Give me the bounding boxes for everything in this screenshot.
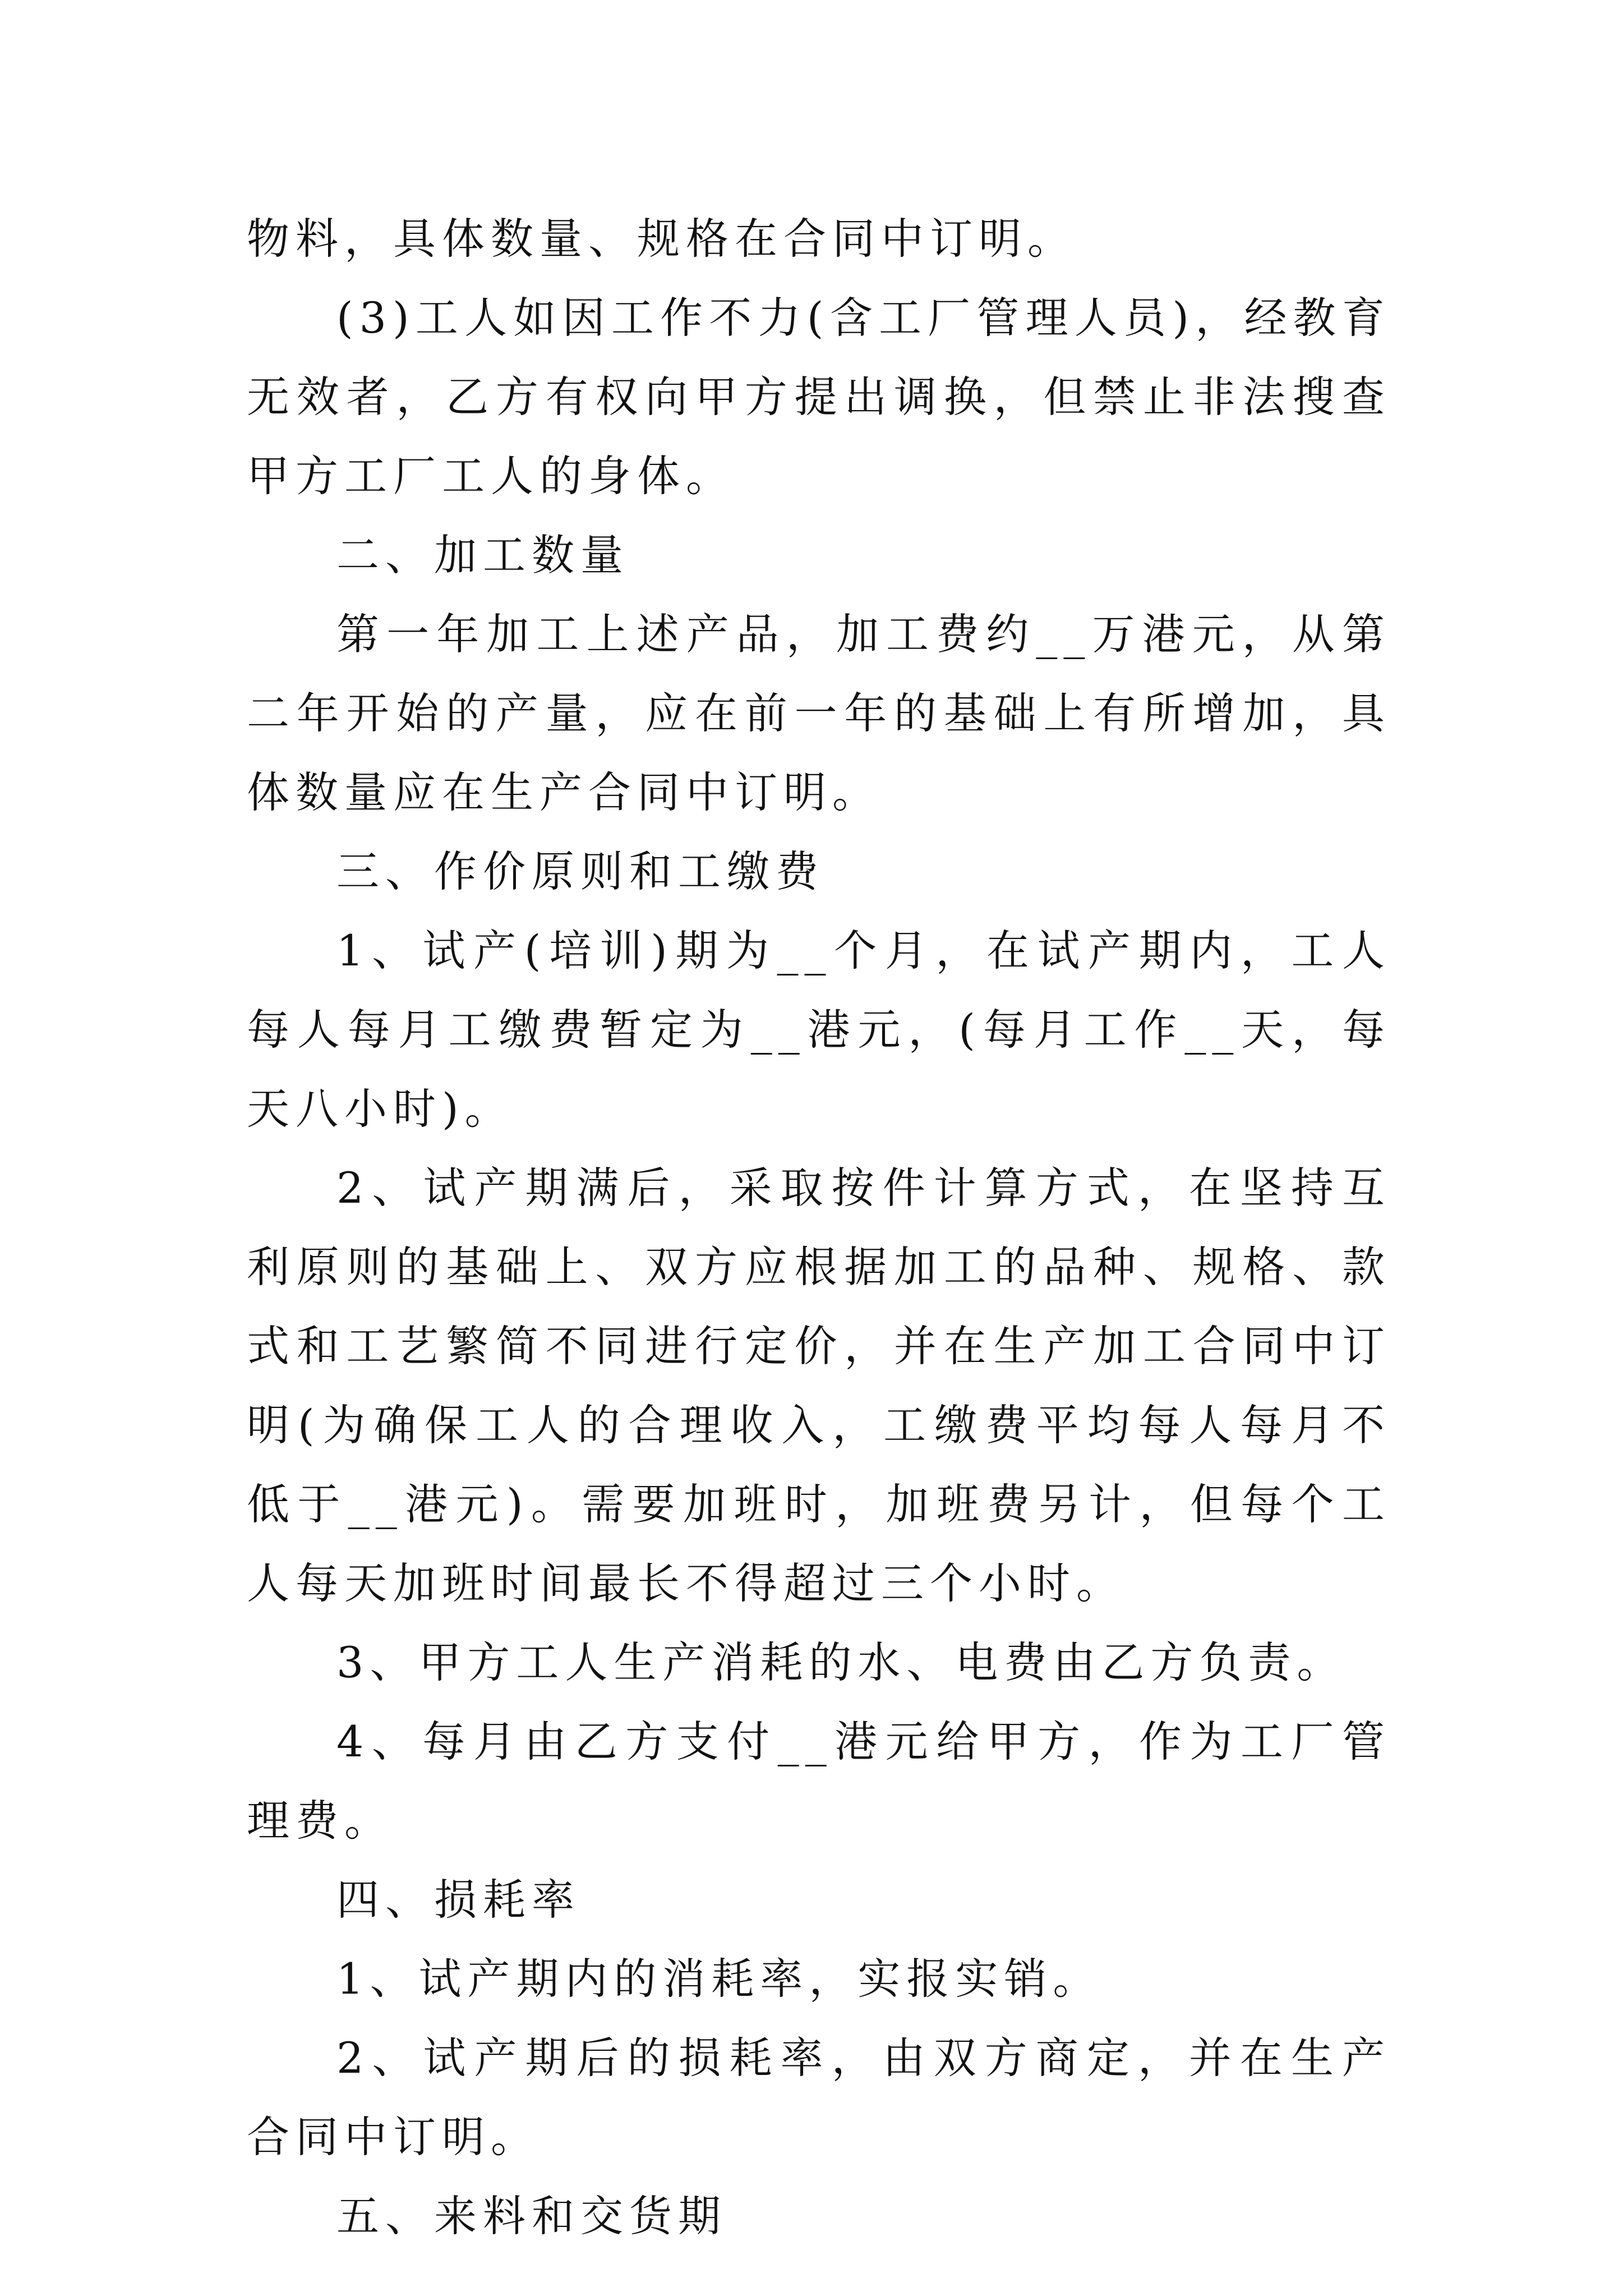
paragraph-worker-replacement: (3)工人如因工作不力(含工厂管理人员)，经教育无效者，乙方有权向甲方提出调换，但禁止非法搜查甲方工厂工人的身体。 bbox=[247, 293, 1391, 501]
section-heading-pricing-principles: 三、作价原则和工缴费 bbox=[336, 846, 824, 896]
section-heading-wastage-rate: 四、损耗率 bbox=[336, 1875, 580, 1925]
section-heading-processing-quantity: 二、加工数量 bbox=[336, 530, 629, 580]
paragraph-trial-period: 1、试产(培训)期为__个月，在试产期内，工人每人每月工缴费暂定为__港元，(每月工作__天，每天八小时)。 bbox=[247, 926, 1391, 1134]
paragraph-materials-continued: 物料，具体数量、规格在合同中订明。 bbox=[247, 214, 1076, 264]
document-body bbox=[247, 199, 1391, 2256]
section-heading-materials-delivery: 五、来料和交货期 bbox=[336, 2191, 727, 2241]
paragraph-piece-rate-pricing: 2、试产期满后，采取按件计算方式，在坚持互利原则的基础上、双方应根据加工的品种、规格、款式和工艺繁简不同进行定价，并在生产加工合同中订明(为确保工人的合理收入，工缴费平均每人每月不低于__港元)。需要加班时，加班费另计，但每个工人每天加班时间最长不得超过三个小时。 bbox=[247, 1163, 1391, 1608]
paragraph-management-fee: 4、每月由乙方支付__港元给甲方，作为工厂管理费。 bbox=[247, 1717, 1391, 1846]
paragraph-utility-fees: 3、甲方工人生产消耗的水、电费由乙方负责。 bbox=[336, 1637, 1346, 1687]
paragraph-trial-wastage: 1、试产期内的消耗率，实报实销。 bbox=[336, 1954, 1102, 2004]
paragraph-post-trial-wastage: 2、试产期后的损耗率，由双方商定，并在生产合同中订明。 bbox=[247, 2033, 1391, 2162]
paragraph-processing-quantity: 第一年加工上述产品，加工费约__万港元，从第二年开始的产量，应在前一年的基础上有所增加，具体数量应在生产合同中订明。 bbox=[247, 609, 1391, 817]
